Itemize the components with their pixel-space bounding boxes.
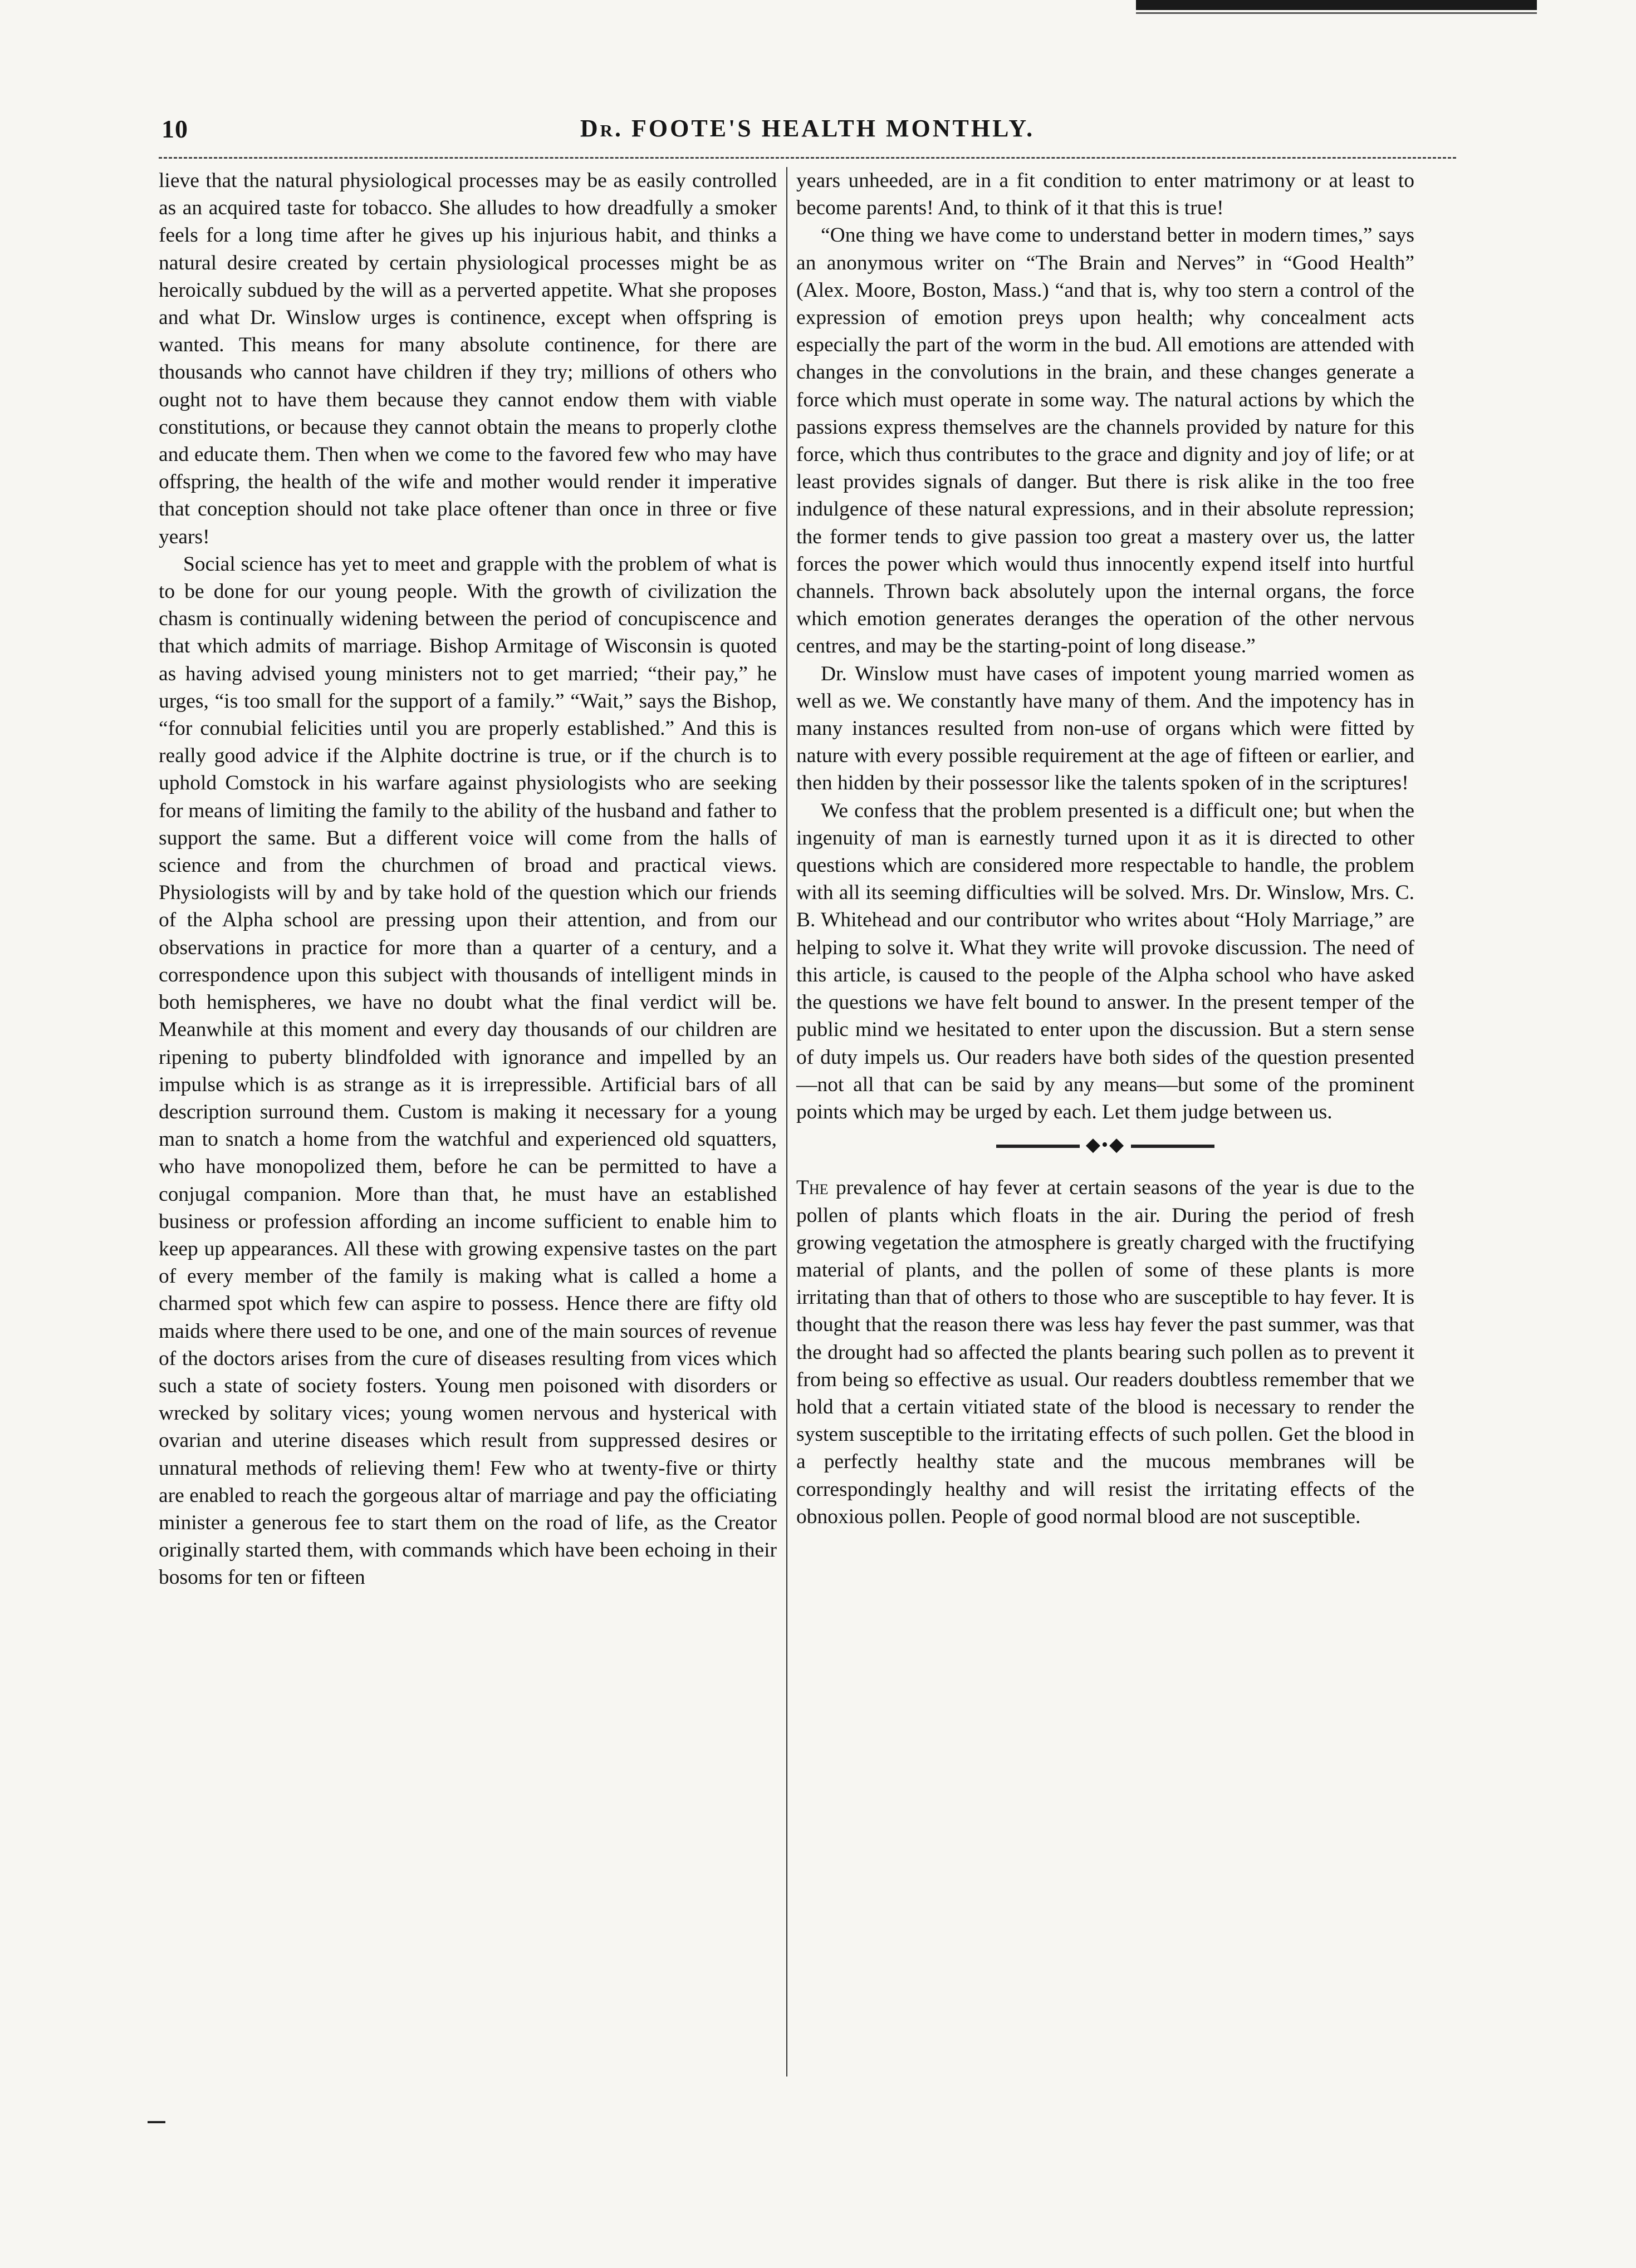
- section-ornament: [796, 1131, 1414, 1158]
- left-paragraph-1: lieve that the natural physiological processes may be as easily controlled as an acquired taste for tobacco. She alludes to how dreadfully a smoker feels for a long time after he gives up his injurious habit, and thinks a natural desire created by certain physiological processes might be as heroically subdued by the will as a perverted appetite. What she proposes and what Dr. Winslow urges is continence, except when offspring is wanted. This means for many absolute continence, for there are thousands who cannot have children if they try; millions of others who ought not to have them because they cannot endow them with viable constitutions, or because they cannot obtain the means to properly clothe and educate them. Then when we come to the favored few who may have offspring, the health of the wife and mother would render it imperative that conception should not take place oftener than once in three or five years!: [159, 169, 777, 548]
- right-paragraph-2: “One thing we have come to understand better in modern times,” says an anonymous writer on “The Brain and Nerves” in “Good Health” (Alex. Moore, Boston, Mass.) “and that is, why too stern a control of the expression of emotion preys upon health; why concealment acts especially the part of the worm in the bud. All emotions are attended with changes in the convolutions in the brain, and these changes generate a force which must operate in some way. The natural actions by which the passions express themselves are the channels provided by nature for this force, which thus contributes to the grace and dignity and joy of life; or at least provides signals of danger. But there is risk alike in the too free indulgence of these natural expressions, and in their absolute repression; the former tends to give passion too great a mastery over us, the latter forces the power which would thus innocently expend itself into hurtful channels. Thrown back absolutely upon the internal organs, the force which emotion generates deranges the operation of the other nervous centres, and may be the starting-point of long disease.”: [796, 224, 1414, 658]
- top-decorative-rule-thin: [1136, 12, 1537, 14]
- right-paragraph-1: years unheeded, are in a fit condition to enter matrimony or at least to become parents! And, to think of it that this is true!: [796, 169, 1414, 220]
- hay-fever-body: prevalence of hay fever at certain seasons of the year is due to the pollen of plants which floats in the air. During the period of fresh growing vegetation the atmosphere is greatly charged with the fructifying material of plants, and the pollen of some of these plants is more irritating than that of others to those who are susceptible to hay fever. It is thought that the reason there was less hay fever the past summer, was that the drought had so affected the plants bearing such pollen as to prevent it from being so effective as usual. Our readers doubtless remember that we hold that a certain vitiated state of the blood is necessary to render the system susceptible to the irritating effects of such pollen. Get the blood in a perfectly healthy state and the mucous membranes will be correspondingly healthy and will resist the irritating effects of the obnoxious pollen. People of good normal blood are not susceptible.: [796, 1176, 1414, 1528]
- right-paragraph-3: Dr. Winslow must have cases of impotent young married women as well as we. We constantly have many of them. And the impotency has in many instances resulted from non-use of organs which were fitted by nature with every possible requirement at the age of fifteen or earlier, and then hidden by their possessor like the talents spoken of in the scriptures!: [796, 662, 1414, 795]
- right-column: [796, 167, 1414, 1530]
- header-rule: [159, 157, 1456, 161]
- margin-mark: [148, 2121, 165, 2123]
- hay-fever-lead-word: The: [796, 1176, 829, 1200]
- page-title: Dr. FOOTE'S HEALTH MONTHLY.: [580, 115, 1035, 142]
- page-header: [161, 114, 1453, 153]
- hay-fever-paragraph: [796, 1174, 1414, 1530]
- right-paragraph-4: We confess that the problem presented is a difficult one; but when the ingenuity of man is earnestly turned upon it as it is directed to other questions which are considered more respectable to handle, the problem with all its seeming difficulties will be solved. Mrs. Dr. Winslow, Mrs. C. B. Whitehead and our contributor who writes about “Holy Marriage,” are helping to solve it. What they write will provoke discussion. The need of this article, is caused to the people of the Alpha school who have asked the questions we have felt bound to answer. In the present temper of the public mind we hesitated to enter upon the discussion. But a stern sense of duty impels us. Our readers have both sides of the question presented—not all that can be said by any means—but some of the prominent points which may be urged by each. Let them judge between us.: [796, 799, 1414, 1123]
- page-number: 10: [161, 115, 188, 143]
- top-decorative-rule: [1136, 0, 1537, 10]
- left-paragraph-2: Social science has yet to meet and grapple with the problem of what is to be done for our young people. With the growth of civilization the chasm is continually widening between the period of concupiscence and that which admits of marriage. Bishop Armitage of Wisconsin is quoted as having advised young ministers not to get married; “their pay,” he urges, “is too small for the support of a family.” “Wait,” says the Bishop, “for connubial felicities until you are properly established.” And this is really good advice if the Alphite doctrine is true, or if the church is to uphold Comstock in his warfare against physiologists who are seeking for means of limiting the family to the ability of the husband and father to support the same. But a different voice will come from the halls of science and from the churchmen of broad and practical views. Physiologists will by and by take hold of the question which our friends of the Alpha school are pressing upon their attention, and from our observations in practice for more than a quarter of a century, and a correspondence upon this subject with thousands of intelligent minds in both hemispheres, we have no doubt what the final verdict will be. Meanwhile at this moment and every day thousands of our children are ripening to puberty blindfolded with ignorance and impelled by an impulse which is as strange as it is irrepressible. Artificial bars of all description surround them. Custom is making it necessary for a young man to snatch a home from the watchful and experienced old squatters, who have monopolized them, before he can be permitted to have a conjugal companion. More than that, he must have an established business or profession affording an income sufficient to enable him to keep up appearances. All these with growing expensive tastes on the part of every member of the family is making what is called a home a charmed spot which few can aspire to possess. Hence there are fifty old maids where there used to be one, and one of the main sources of revenue of the doctors arises from the cure of diseases resulting from vices which such a state of society fosters. Young men poisoned with disorders or wrecked by solitary vices; young women nervous and hysterical with ovarian and uterine diseases which result from suppressed desires or unnatural methods of relieving them! Few who at twenty-five or thirty are enabled to reach the gorgeous altar of marriage and pay the officiating minister a generous fee to start them on the road of life, as the Creator originally started them, with commands which have been echoing in their bosoms for ten or fifteen: [159, 552, 777, 1589]
- column-divider: [786, 167, 787, 2076]
- left-column: [159, 167, 777, 1592]
- ornament-bar-right: [1131, 1145, 1214, 1148]
- ornament-bar-left: [996, 1145, 1080, 1148]
- ornament-diamond-icon: ◆•◆: [1085, 1135, 1125, 1156]
